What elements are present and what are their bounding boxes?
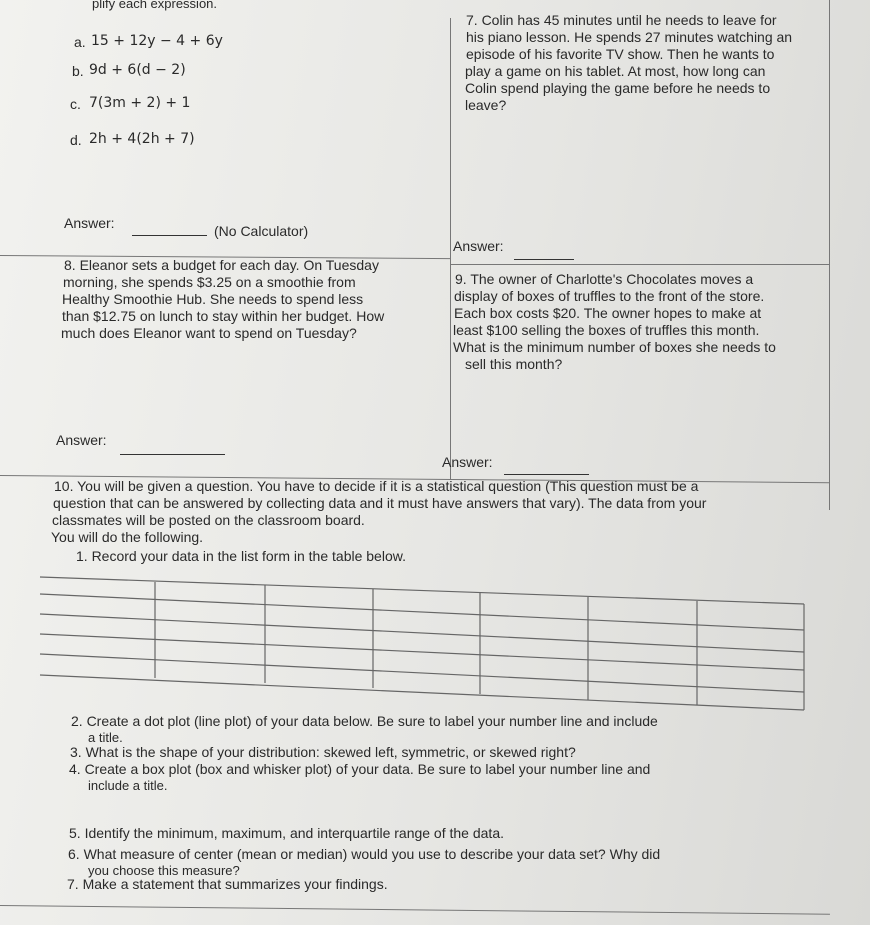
- step-line: 4. Create a box plot (box and whisker plot) of your data. Be sure to label your number line and: [69, 761, 651, 777]
- question-line: Healthy Smoothie Hub. She needs to spend less: [62, 291, 364, 307]
- expression: 9d + 6(d − 2): [89, 62, 186, 78]
- expression: 15 + 12y − 4 + 6y: [91, 33, 223, 49]
- header-fragment: plify each expression.: [92, 0, 218, 11]
- question-line: 10. You will be given a question. You have to decide if it is a statistical question (This question must be a: [54, 478, 699, 494]
- expression-label: d.: [70, 132, 82, 148]
- question-line: Each box costs $20. The owner hopes to make at: [454, 305, 762, 321]
- expression: 7(3m + 2) + 1: [89, 95, 191, 111]
- question-line: You will do the following.: [51, 529, 204, 545]
- step-line: 3. What is the shape of your distribution: skewed left, symmetric, or skewed right?: [70, 744, 576, 760]
- answer-label: Answer:: [64, 215, 115, 231]
- step-line: 2. Create a dot plot (line plot) of your data below. Be sure to label your number line and include: [71, 713, 658, 729]
- expression-label: b.: [72, 63, 84, 79]
- question-line: 7. Colin has 45 minutes until he needs to leave for: [466, 12, 777, 28]
- question-line: What is the minimum number of boxes she needs to: [453, 339, 776, 355]
- step-line: you choose this measure?: [88, 863, 240, 878]
- answer-label: Answer:: [453, 238, 504, 254]
- question-line: play a game on his tablet. At most, how long can: [465, 63, 766, 79]
- question-line: episode of his favorite TV show. Then he wants to: [466, 46, 775, 62]
- calculator-note: (No Calculator): [214, 223, 309, 239]
- question-line: display of boxes of truffles to the front of the store.: [454, 288, 765, 304]
- expression-label: c.: [70, 96, 81, 112]
- answer-label: Answer:: [442, 454, 493, 470]
- question-line: sell this month?: [465, 356, 563, 372]
- question-line: Colin spend playing the game before he needs to: [465, 80, 771, 96]
- question-line: his piano lesson. He spends 27 minutes watching an: [466, 29, 793, 45]
- question-line: question that can be answered by collecting data and it must have answers that vary). The data from your: [53, 495, 707, 511]
- step-line: 5. Identify the minimum, maximum, and interquartile range of the data.: [69, 825, 504, 841]
- step-line: include a title.: [88, 778, 168, 793]
- step-line: 6. What measure of center (mean or median) would you use to describe your data set? Why did: [68, 846, 661, 862]
- question-line: least $100 selling the boxes of truffles this month.: [453, 322, 760, 338]
- step-line: a title.: [88, 730, 123, 745]
- answer-label: Answer:: [56, 432, 107, 448]
- expression: 2h + 4(2h + 7): [89, 131, 195, 147]
- expression-label: a.: [74, 34, 86, 50]
- question-line: than $12.75 on lunch to stay within her budget. How: [62, 308, 385, 324]
- question-line: leave?: [465, 97, 507, 113]
- table-row-line: [40, 675, 804, 710]
- question-line: classmates will be posted on the classroom board.: [52, 512, 365, 528]
- question-line: 9. The owner of Charlotte's Chocolates moves a: [455, 271, 754, 287]
- step-line: 7. Make a statement that summarizes your findings.: [67, 876, 388, 892]
- question-line: morning, she spends $3.25 on a smoothie from: [63, 274, 356, 290]
- question-line: 8. Eleanor sets a budget for each day. On Tuesday: [64, 257, 379, 273]
- step-1: 1. Record your data in the list form in the table below.: [76, 548, 406, 564]
- question-line: much does Eleanor want to spend on Tuesday?: [61, 325, 357, 341]
